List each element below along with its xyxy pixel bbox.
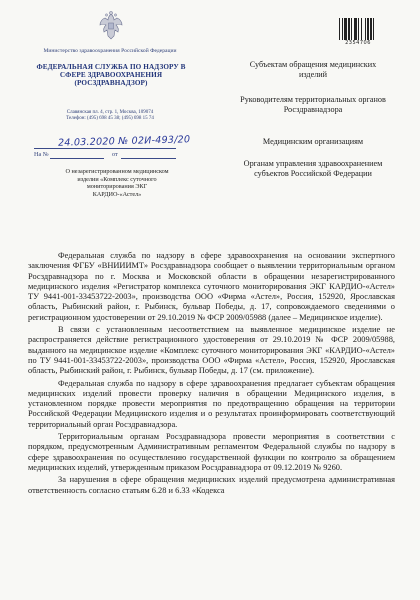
addressee-territorial-heads: Руководителям территориальных органов Росздравнадзора <box>240 95 386 114</box>
ministry-name: Министерство здравоохранения Российской Федерации <box>43 48 177 54</box>
addressee-subjects: Субъектам обращения медицинских изделий <box>249 60 377 79</box>
reply-number-label: На № <box>34 151 49 158</box>
address-line: Славянская пл. 4, стр. 1, Москва, 109074 <box>66 110 154 115</box>
addressee-health-authorities: Органам управления здравоохранением субъектов Российской Федерации <box>243 159 383 178</box>
body-paragraph: За нарушения в сфере обращения медицинских изделий предусмотрена административная ответственность согласно статьям 6.28 и 6.33 «Кодекса <box>28 475 395 495</box>
letter-subject: О незарегистрированном медицинском изделии «Комплекс суточного мониторирования ЭКГ КАРДИО-«Астел» <box>65 168 169 198</box>
agency-name: ФЕДЕРАЛЬНАЯ СЛУЖБА ПО НАДЗОРУ В СФЕРЕ ЗДРАВООХРАНЕНИЯ (РОСЗДРАВНАДЗОР) <box>36 63 186 88</box>
addressee-medical-orgs: Медицинским организациям <box>262 137 364 146</box>
reply-date-label: от <box>112 151 118 158</box>
body-paragraph: Федеральная служба по надзору в сфере здравоохранения на основании экспертного заключения ФГБУ «ВНИИИМТ» Росздравнадзора сообщает о выявлении территориальным органом Росздравнадзора по г. Москва и Московской области в обращении незарегистрированного медицинского изделия «Регистратор комплекса суточного мониторирования ЭКГ КАРДИО-«Астел» ТУ 9441-001-33453722-2003», производства ООО «Фирма «Астел», Россия, 152920, Ярославская область, Рыбинский район, г. Рыбинск, бульвар Победы, д. 17, сопровождаемого сведениями о регистрационном удостоверении от 29.10.2019 № ФСР 2009/05988 (далее – Медицинское изделие). <box>28 251 395 322</box>
letter-body <box>28 251 395 498</box>
double-headed-eagle-emblem-icon <box>96 10 126 42</box>
reply-date-underline <box>121 158 176 159</box>
phone-line: Телефон: (495) 698 45 38; (495) 698 15 74 <box>66 116 154 122</box>
date-underline <box>34 148 176 149</box>
body-paragraph: В связи с установленным несоответствием на выявленное медицинское изделие не распространяется действие регистрационного удостоверения от 29.10.2019 № ФСР 2009/05988, выданного на медицинское изделие «Комплекс суточного мониторирования ЭКГ «КАРДИО-«Астел» по ТУ 9441-001-33453722-2003», производства ООО «Фирма «Астел», Россия, 152920, Ярославская область, Рыбинский район, г. Рыбинск, бульвар Победы, д. 17 (см. приложение). <box>28 325 395 376</box>
handwritten-date-number: 24.03.2020 № 02И-493/20 <box>57 134 191 149</box>
reply-number-underline <box>50 158 104 159</box>
barcode-number: 2354706 <box>345 40 371 46</box>
agency-address <box>30 110 190 122</box>
body-paragraph: Территориальным органам Росздравнадзора провести мероприятия в соответствии с порядком, предусмотренным Административным регламентом Федеральной службы по надзору в сфере здравоохранения по осуществлению государственной функции по контролю за обращением медицинских изделий, утвержденным приказом Росздравнадзора от 09.12.2019 № 9260. <box>28 432 395 472</box>
barcode-icon <box>339 18 377 40</box>
body-paragraph: Федеральная служба по надзору в сфере здравоохранения предлагает субъектам обращения медицинских изделий провести проверку наличия в обращении Медицинского изделия, в установленном порядке провести мероприятия по предотвращению обращения на территории Российской Федерации Медицинского изделия и о результатах проинформировать соответствующий территориальный орган Росздравнадзора. <box>28 378 395 429</box>
